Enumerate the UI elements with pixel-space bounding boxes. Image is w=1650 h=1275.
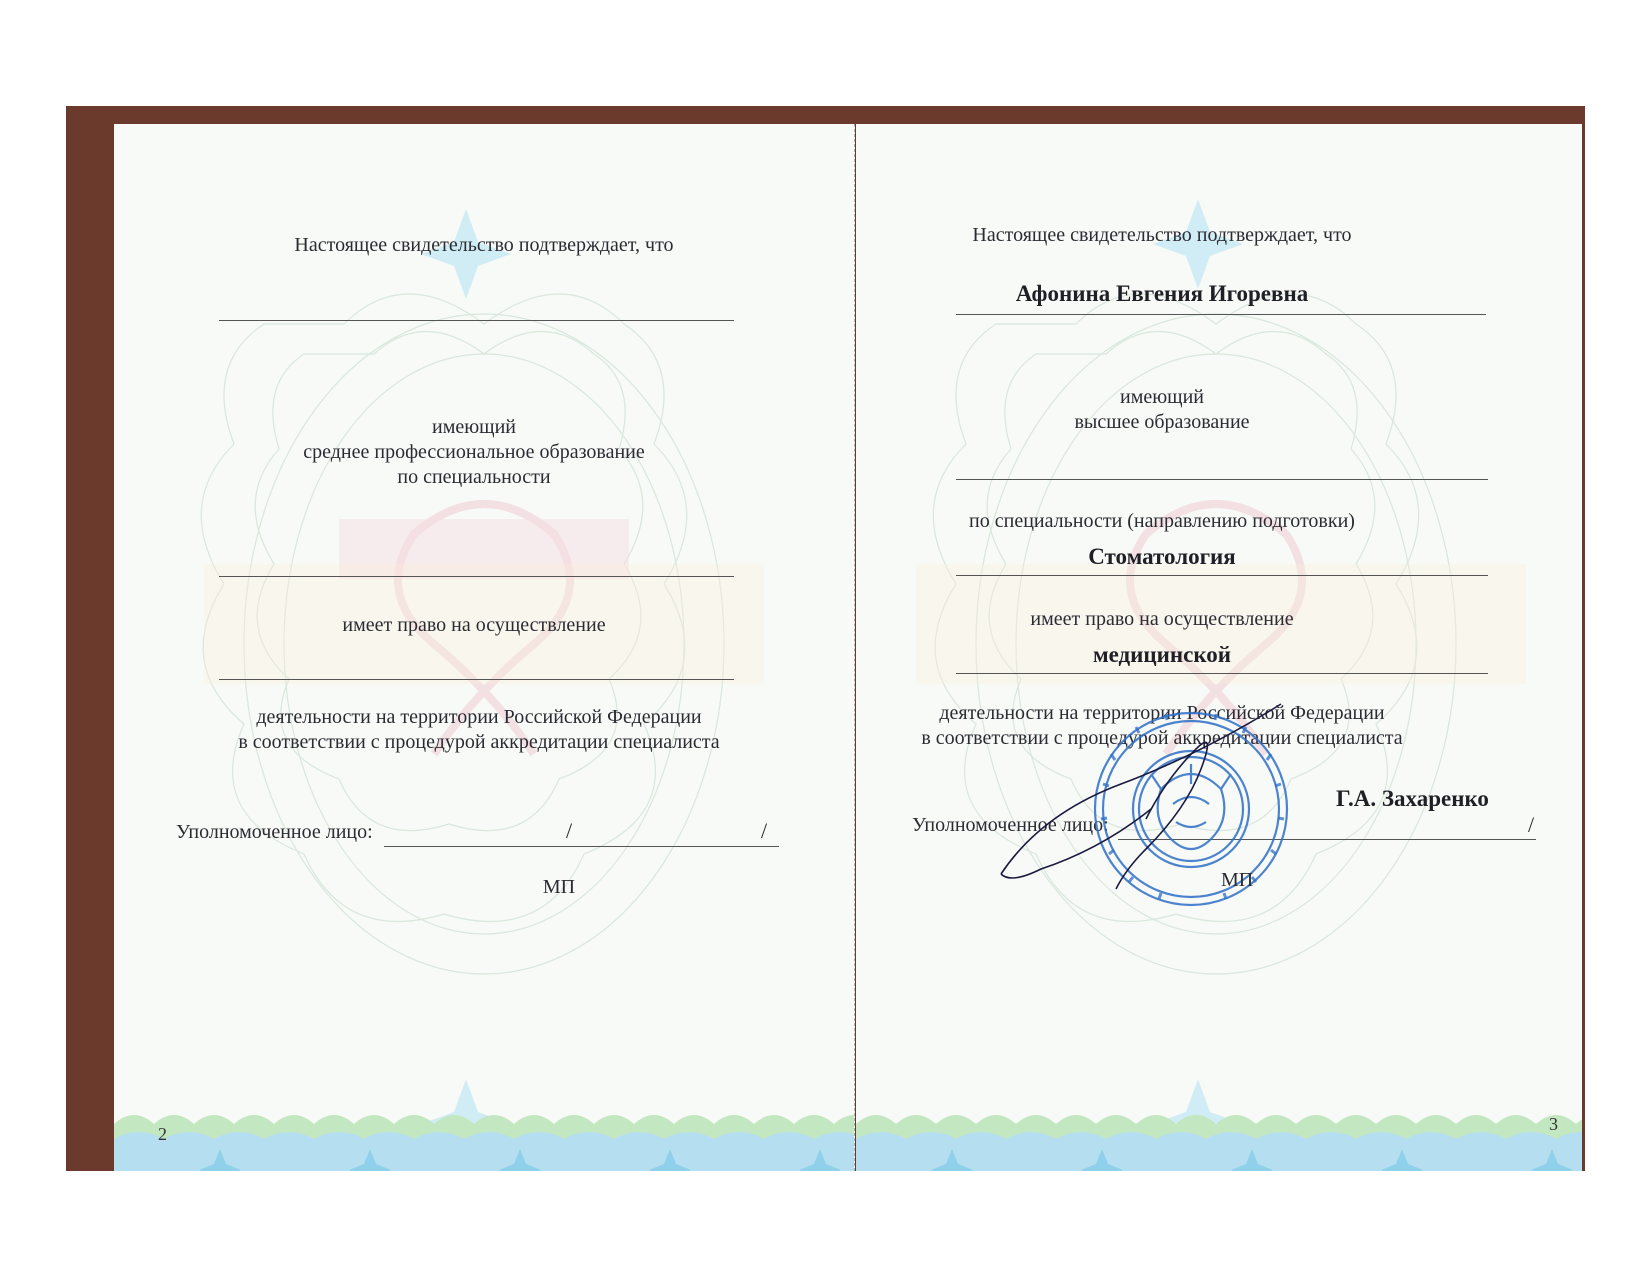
slash-separator-2: / [761,818,768,843]
having-text: имеющий [1120,386,1204,408]
signature-line [384,846,779,847]
holder-full-name: Афонина Евгения Игоревна [1015,281,1309,306]
activity-line [219,679,734,680]
intro-text: Настоящее свидетельство подтверждает, что [294,234,674,256]
left-page [114,124,855,1171]
activity-text-1: деятельности на территории Российской Федерации [256,706,702,728]
specialty-label: по специальности (направлению подготовки) [969,510,1355,532]
signer-name: Г.А. Захаренко [1336,786,1489,811]
authorized-person-label: Уполномоченное лицо: [912,814,1109,836]
activity-text-2: в соответствии с процедурой аккредитации специалиста [921,727,1403,749]
having-text: имеющий [432,416,516,438]
stamp-place-label: МП [542,876,576,898]
authorized-person-label: Уполномоченное лицо: [176,821,373,843]
name-line [219,320,734,321]
right-to-text: имеет право на осуществление [342,614,606,636]
name-line [956,314,1486,315]
activity-text-1: деятельности на территории Российской Федерации [939,702,1385,724]
activity-line [956,673,1488,674]
page-number: 3 [1549,1114,1558,1134]
specialty-value: Стоматология [1088,544,1236,569]
bottom-border-pattern [856,1115,1582,1171]
education-level-text: среднее профессиональное образование [303,441,645,463]
bottom-border-pattern [114,1115,854,1171]
page-number: 2 [158,1124,167,1144]
slash-separator-1: / [566,818,573,843]
activity-text-2: в соответствии с процедурой аккредитации специалиста [238,731,720,753]
stamp-place-label: МП [1221,869,1254,891]
security-pattern [114,124,854,1171]
intro-text: Настоящее свидетельство подтверждает, что [972,224,1352,246]
education-line [956,479,1488,480]
slash-separator: / [1528,812,1535,837]
education-level-text: высшее образование [1074,411,1250,433]
specialty-line [956,575,1488,576]
activity-type: медицинской [1092,642,1232,667]
specialty-label: по специальности [397,466,551,488]
right-to-text: имеет право на осуществление [1030,608,1294,630]
right-page [856,124,1582,1171]
specialty-line [219,576,734,577]
